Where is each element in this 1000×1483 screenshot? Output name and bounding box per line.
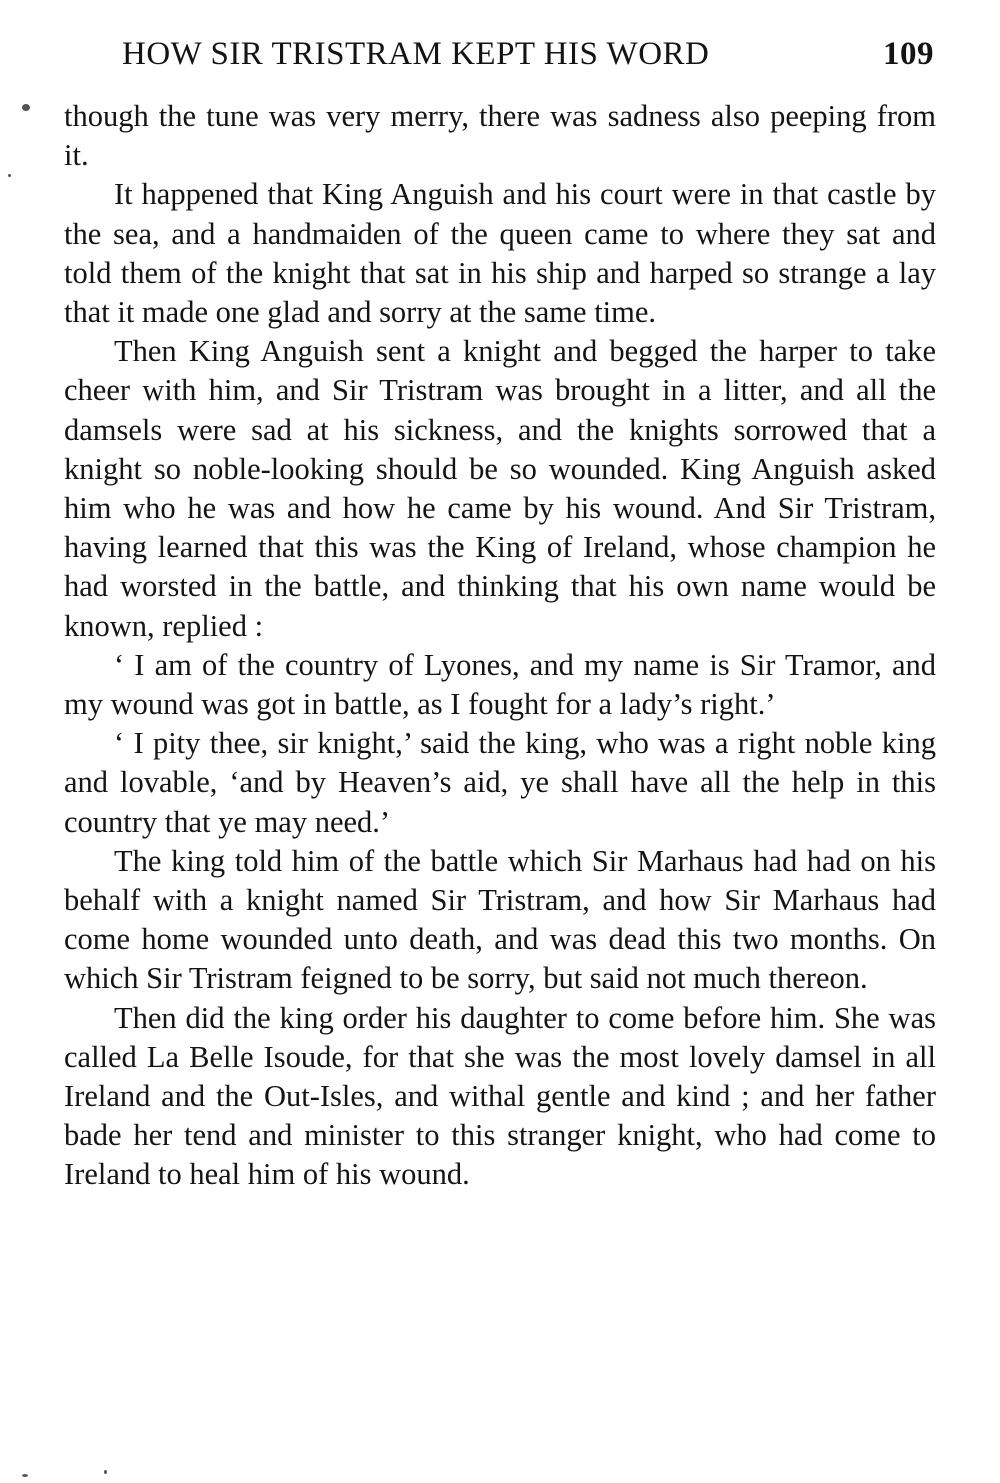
scan-speck (8, 174, 11, 177)
paragraph-3: Then King Anguish sent a knight and begged the harper to take cheer with him, and Sir Tristram was brought in a litter, and all the damsels were sad at his sickness, and the knights sorrowed that a knight so noble-looking should be so wounded. King Anguish asked him who he was and how he came by his wound. And Sir Tristram, having learned that this was the King of Ireland, whose champion he had worsted in the battle, and thinking that his own name would be known, replied : (64, 334, 936, 643)
paragraph-7: Then did the king order his daughter to come before him. She was called La Belle Isoude, for that she was the most lovely damsel in all Ireland and the Out-Isles, and withal gentle and kind ; and her father bade her tend and minister to this stranger knight, who had come to Ireland to heal him of his wound. (64, 1000, 936, 1192)
paragraph-4: ‘ I am of the country of Lyones, and my name is Sir Tramor, and my wound was got in battle, as I fought for a lady’s right.’ (64, 647, 936, 722)
paragraph-2: It happened that King Anguish and his court were in that castle by the sea, and a handmaiden of the queen came to where they sat and told them of the knight that sat in his ship and harped so strange a lay that it made one glad and sorry at the same time. (64, 177, 936, 330)
paragraph-6: The king told him of the battle which Sir Marhaus had had on his behalf with a knight named Sir Tristram, and how Sir Marhaus had come home wounded unto death, and was dead this two months. On which Sir Tristram feigned to be sorry, but said not much thereon. (64, 843, 936, 996)
scan-speck (22, 1474, 28, 1477)
scan-speck (104, 1470, 107, 1474)
paragraph-1: though the tune was very merry, there was sadness also peeping from it. (64, 99, 936, 173)
running-title: HOW SIR TRISTRAM KEPT HIS WORD (122, 36, 710, 72)
body-text (64, 97, 936, 1195)
running-head (122, 32, 934, 76)
page-number: 109 (883, 36, 934, 72)
paragraph-5: ‘ I pity thee, sir knight,’ said the king, who was a right noble king and lovable, ‘and by Heaven’s aid, ye shall have all the help in this country that ye may need.’ (64, 726, 936, 839)
scan-speck (22, 104, 30, 111)
